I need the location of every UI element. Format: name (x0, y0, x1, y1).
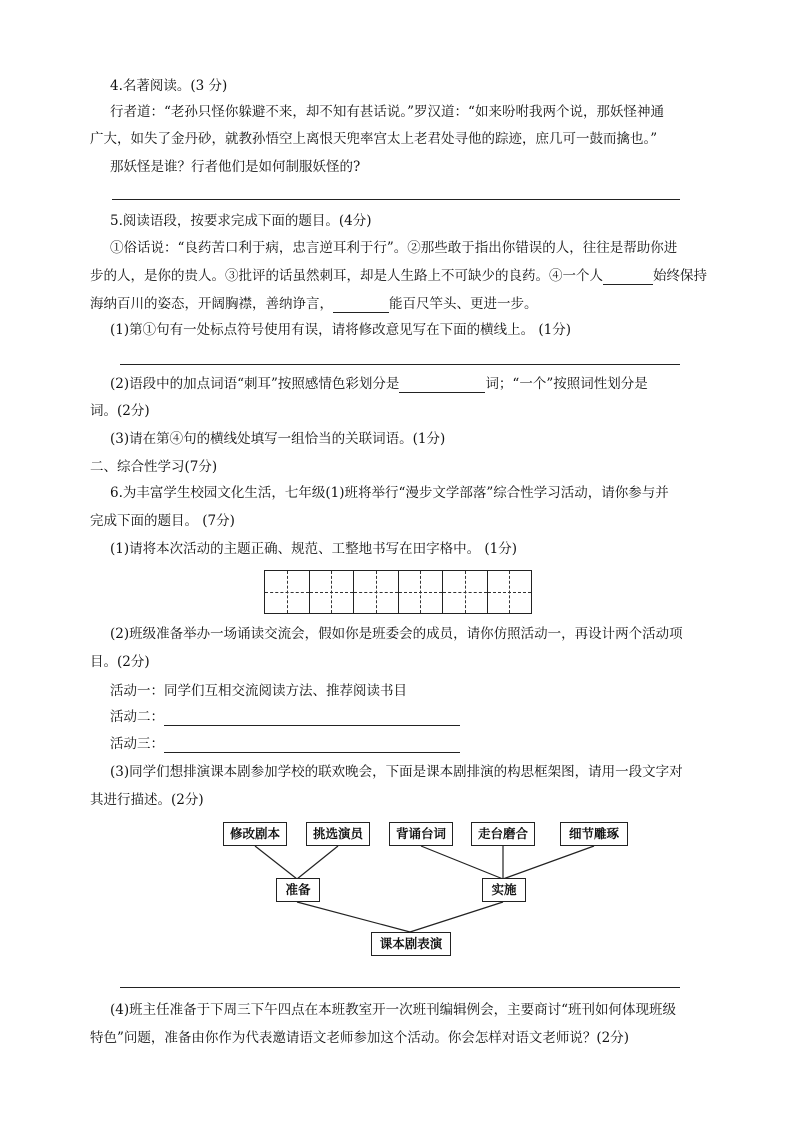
diagram-node-rehearse: 走台磨合 (471, 822, 535, 846)
q5-sub3: (3)请在第④句的横线处填写一组恰当的关联词语。(1分) (110, 431, 446, 447)
q6-sub4-line1: (4)班主任准备于下周三下午四点在本班教室开一次班刊编辑例会，主要商讨“班刊如何体现班级 (110, 1002, 677, 1018)
diagram-node-revise-script: 修改剧本 (223, 822, 287, 846)
q6-sub4-line2: 特色”问题，准备由你作为代表邀请语文老师参加这个活动。你会怎样对语文老师说？(2分) (90, 1030, 630, 1046)
activity-1: 活动一：同学们互相交流阅读方法、推荐阅读书目 (110, 683, 407, 699)
diagram-node-implement: 实施 (482, 878, 526, 902)
activity-2-label: 活动二： (110, 709, 164, 725)
connector-line (421, 846, 503, 879)
diagram-node-polish-details: 细节雕琢 (560, 822, 628, 846)
q6-sub3-line1: (3)同学们想排演课本剧参加学校的联欢晚会，下面是课本剧排演的构思框架图，请用一段文字对 (110, 764, 683, 780)
diagram-node-performance: 课本剧表演 (371, 932, 451, 956)
q4-passage-line2: 广大，如失了金丹砂，就教孙悟空上离恨天兜率宫太上老君处寻他的踪迹，庶几可一鼓而擒也。” (90, 131, 658, 147)
q4-question: 那妖怪是谁？行者他们是如何制服妖怪的? (110, 159, 361, 175)
section-2-title: 二、综合性学习(7分) (90, 459, 218, 475)
q6-intro-line2: 完成下面的题目。 (7分) (90, 513, 235, 529)
diagram-node-recite-lines: 背诵台词 (389, 822, 453, 846)
q5-sub1: (1)第①句有一处标点符号使用有误，请将修改意见写在下面的横线上。 (1分) (110, 322, 572, 338)
q5-passage-line3-text: 海纳百川的姿态，开阔胸襟，善纳诤言， (90, 296, 333, 312)
q5-passage-line1: ①俗话说：“良药苦口利于病，忠言逆耳利于行”。②那些敢于指出你错误的人，往往是帮助你进 (110, 240, 678, 256)
connector-line (410, 902, 503, 932)
diagram-node-select-actors: 挑选演员 (306, 822, 370, 846)
q5-sub2-line2: 词。(2分) (90, 403, 150, 419)
q6-intro-line1: 6.为丰富学生校园文化生活，七年级(1)班将举行“漫步文学部落”综合性学习活动，请你参与并 (110, 485, 669, 501)
connector-line (503, 846, 594, 879)
q6-sub2-line2: 目。(2分) (90, 654, 150, 670)
q4-passage-line1: 行者道：“老孙只怪你躲避不来，却不知有甚话说。”罗汉道：“如来吩咐我两个说，那妖怪神通 (110, 104, 664, 120)
q5-sub2-text-a: (2)语段中的加点词语“刺耳”按照感情色彩划分是 (110, 376, 400, 392)
q5-passage-line3-tail: 能百尺竿头、更进一步。 (389, 296, 538, 312)
connector-line (297, 846, 338, 879)
connector-line (255, 846, 297, 879)
activity-3-label: 活动三： (110, 736, 164, 752)
q5-passage-line2-tail: 始终保持 (653, 268, 707, 284)
connector-line (297, 902, 410, 932)
q6-sub2-line1: (2)班级准备举办一场诵读交流会，假如你是班委会的成员，请你仿照活动一，再设计两个活动项 (110, 626, 683, 642)
q5-sub2-text-b: 词；“一个”按照词性划分是 (485, 376, 648, 392)
q6-sub3-answer-line[interactable] (120, 987, 680, 988)
q6-sub1: (1)请将本次活动的主题正确、规范、工整地书写在田字格中。 (1分) (110, 541, 518, 557)
q5-passage-line2-text: 步的人，是你的贵人。③批评的话虽然刺耳，却是人生路上不可缺少的良药。④一个人 (90, 268, 603, 284)
q4-title: 4.名著阅读。(3 分) (110, 78, 228, 94)
q5-title: 5.阅读语段，按要求完成下面的题目。(4分) (110, 213, 372, 229)
q6-sub3-line2: 其进行描述。(2分) (90, 792, 204, 808)
diagram-node-prepare: 准备 (276, 878, 320, 902)
